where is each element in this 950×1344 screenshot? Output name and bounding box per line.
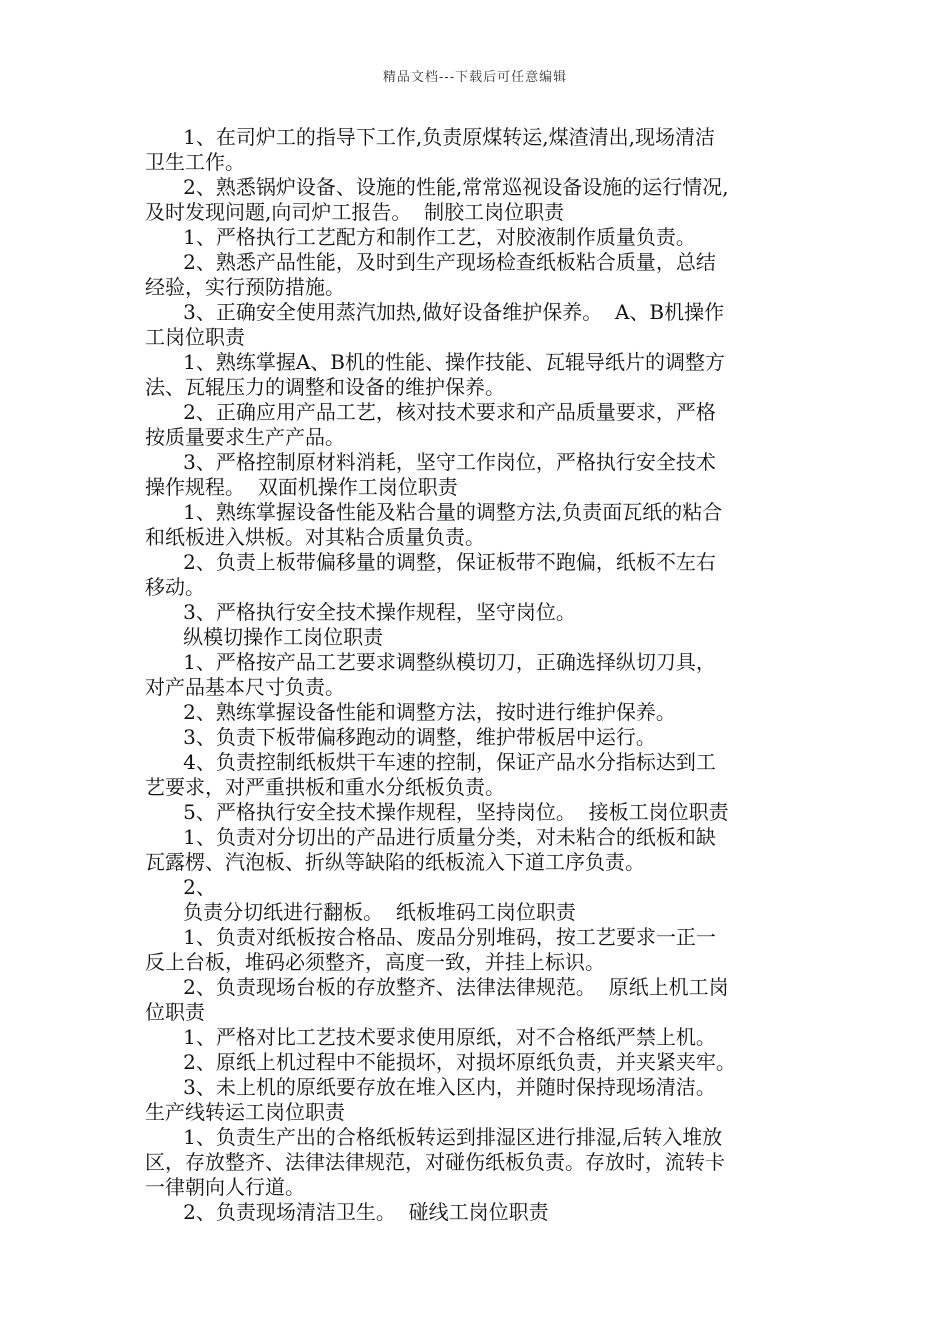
text-line: 1、在司炉工的指导下工作,负责原煤转运,煤渣清出,现场清洁: [145, 125, 715, 149]
text-line: 2、熟悉产品性能，及时到生产现场检查纸板粘合质量，总结: [145, 250, 716, 274]
text-line: 5、严格执行安全技术操作规程，坚持岗位。 接板工岗位职责: [145, 800, 729, 824]
text-line: 2、正确应用产品工艺，核对技术要求和产品质量要求，严格: [145, 400, 716, 424]
text-line: 3、严格执行安全技术操作规程，坚守岗位。: [145, 600, 576, 624]
text-line: 2、熟练掌握设备性能和调整方法，按时进行维护保养。: [145, 700, 676, 724]
text-line: 1、严格按产品工艺要求调整纵模切刀，正确选择纵切刀具，: [145, 650, 716, 674]
text-line: 1、严格对比工艺技术要求使用原纸，对不合格纸严禁上机。: [145, 1025, 716, 1049]
text-line: 法、瓦辊压力的调整和设备的维护保养。: [145, 375, 505, 399]
page-header: 精品文档---下载后可任意编辑: [382, 70, 568, 85]
text-line: 移动。: [145, 575, 205, 599]
text-line: 生产线转运工岗位职责: [145, 1100, 345, 1124]
text-line: 一律朝向人行道。: [145, 1175, 305, 1199]
text-line: 1、熟练掌握设备性能及粘合量的调整方法,负责面瓦纸的粘合: [145, 500, 723, 524]
text-line: 瓦露楞、汽泡板、折纵等缺陷的纸板流入下道工序负责。: [145, 850, 645, 874]
text-line: 2、负责上板带偏移量的调整，保证板带不跑偏，纸板不左右: [145, 550, 716, 574]
text-line: 2、熟悉锅炉设备、设施的性能,常常巡视设备设施的运行情况,: [145, 175, 729, 199]
text-line: 操作规程。 双面机操作工岗位职责: [145, 475, 458, 499]
text-line: 及时发现问题,向司炉工报告。 制胶工岗位职责: [145, 200, 565, 224]
text-line: 1、负责对纸板按合格品、废品分别堆码，按工艺要求一正一: [145, 925, 716, 949]
text-line: 3、未上机的原纸要存放在堆入区内，并随时保持现场清洁。: [145, 1075, 716, 1099]
text-line: 1、熟练掌握A、B机的性能、操作技能、瓦辊导纸片的调整方: [145, 350, 726, 374]
text-line: 3、正确安全使用蒸汽加热,做好设备维护保养。 A、B机操作: [145, 300, 725, 324]
text-line: 按质量要求生产产品。: [145, 425, 345, 449]
text-line: 负责分切纸进行翻板。 纸板堆码工岗位职责: [145, 900, 576, 924]
text-line: 和纸板进入烘板。对其粘合质量负责。: [145, 525, 485, 549]
text-line: 2、: [145, 875, 216, 899]
text-line: 反上台板，堆码必须整齐，高度一致，并挂上标识。: [145, 950, 605, 974]
text-line: 3、严格控制原材料消耗，坚守工作岗位，严格执行安全技术: [145, 450, 716, 474]
text-line: 1、负责生产出的合格纸板转运到排湿区进行排湿,后转入堆放: [145, 1125, 723, 1149]
text-line: 3、负责下板带偏移跑动的调整，维护带板居中运行。: [145, 725, 656, 749]
text-line: 2、负责现场台板的存放整齐、法律法律规范。 原纸上机工岗: [145, 975, 729, 999]
text-line: 4、负责控制纸板烘干车速的控制，保证产品水分指标达到工: [145, 750, 716, 774]
text-line: 位职责: [145, 1000, 205, 1024]
text-line: 艺要求，对严重拱板和重水分纸板负责。: [145, 775, 505, 799]
text-line: 纵模切操作工岗位职责: [145, 625, 384, 649]
text-line: 2、原纸上机过程中不能损坏，对损坏原纸负责，并夹紧夹牢。: [145, 1050, 736, 1074]
text-line: 区，存放整齐、法律法律规范，对碰伤纸板负责。存放时，流转卡: [145, 1150, 725, 1174]
text-line: 对产品基本尺寸负责。: [145, 675, 345, 699]
text-line: 工岗位职责: [145, 325, 245, 349]
text-line: 经验，实行预防措施。: [145, 275, 345, 299]
text-line: 2、负责现场清洁卫生。 碰线工岗位职责: [145, 1200, 549, 1224]
text-line: 1、负责对分切出的产品进行质量分类，对未粘合的纸板和缺: [145, 825, 716, 849]
text-line: 1、严格执行工艺配方和制作工艺，对胶液制作质量负责。: [145, 225, 696, 249]
text-line: 卫生工作。: [145, 150, 245, 174]
document-body: [145, 125, 825, 1225]
